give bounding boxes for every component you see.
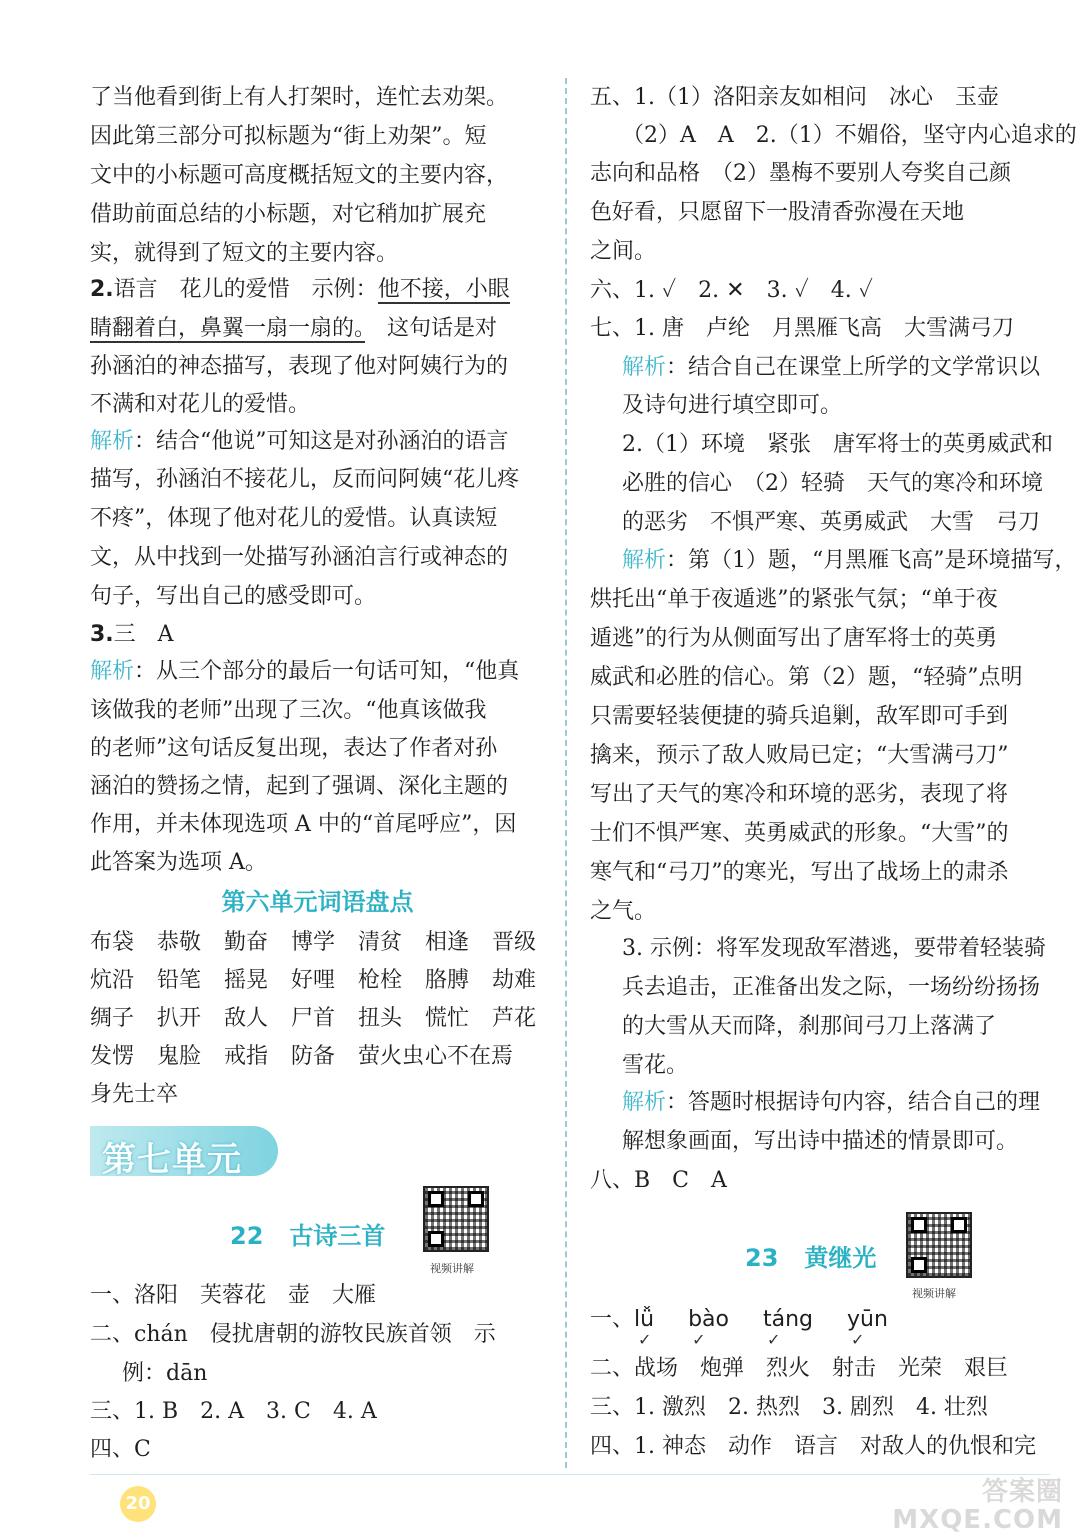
- question-3: 3.三 A: [90, 622, 174, 647]
- text-line: 不满和对花儿的爱惜。: [90, 392, 311, 417]
- text-line: 句子，写出自己的感受即可。: [90, 584, 377, 609]
- answer-4: 四、C: [90, 1437, 151, 1462]
- pinyin-list: [634, 1307, 922, 1332]
- analysis-label: 解析: [622, 355, 667, 380]
- text-line: 作用，并未体现选项 A 中的“首尾呼应”，因: [90, 812, 517, 837]
- footer-rule: [90, 1474, 1050, 1475]
- question-2: 2.语言 花儿的爱惜 示例：他不接，小眼: [90, 277, 510, 302]
- vocab-word: 芦花: [492, 1006, 537, 1031]
- vocab-word: 身先士卒: [90, 1082, 179, 1107]
- pinyin-item: lǚ ✓: [634, 1305, 654, 1335]
- vocab-word: 相逢: [425, 930, 470, 955]
- vocab-word: 铅笔: [157, 968, 202, 993]
- analysis-2: 解析：结合“他说”可知这是对孙涵泊的语言: [90, 429, 509, 454]
- text-line: 之间。: [590, 239, 657, 264]
- vocab-word: 好哩: [291, 968, 336, 993]
- text-line: 实，就得到了短文的主要内容。: [90, 241, 399, 266]
- answer-r3: 三、1. 激烈 2. 热烈 3. 剧烈 4. 壮烈: [590, 1395, 988, 1420]
- vocab-word: 勤奋: [224, 930, 269, 955]
- text-line: 此答案为选项 A。: [90, 850, 267, 875]
- vocab-word: 敌人: [224, 1006, 269, 1031]
- vocab-word: 鬼脸: [157, 1044, 202, 1069]
- text-line: 2.（1）环境 紧张 唐军将士的英勇威武和: [622, 432, 1053, 457]
- analysis-7-1: 解析：结合自己在课堂上所学的文学常识以: [622, 355, 1041, 380]
- vocab-word: 摇晃: [224, 968, 269, 993]
- text-line: 寒气和“弓刀”的寒光，写出了战场上的肃杀: [590, 860, 1009, 885]
- text-line: 烘托出“单于夜遁逃”的紧张气氛；“单于夜: [590, 587, 998, 612]
- pinyin-item: táng ✓: [763, 1305, 813, 1335]
- vocab-word: 劫难: [492, 968, 537, 993]
- watermark: 答案圈 MXQE.COM: [892, 1477, 1063, 1535]
- vocab-word: 炕沿: [90, 968, 135, 993]
- pinyin-item: yūn ✓: [847, 1305, 888, 1335]
- vocab-row: [90, 1004, 559, 1034]
- vocab-word: 清贫: [358, 930, 403, 955]
- text-line: 只需要轻装便捷的骑兵追剿，敌军即可手到: [590, 704, 1009, 729]
- answer-5-cont: （2）A A 2.（1）不媚俗，坚守内心追求的: [622, 123, 1077, 148]
- vocab-word: 枪栓: [358, 968, 403, 993]
- text-line: 描写，孙涵泊不接花儿，反而问阿姨“花儿疼: [90, 467, 520, 492]
- text-line: 写出了天气的寒冷和环境的恶劣，表现了将: [590, 782, 1009, 807]
- text-line: 涵泊的赞扬之情，起到了强调、深化主题的: [90, 774, 509, 799]
- analysis-3: 解析：从三个部分的最后一句话可知，“他真: [90, 659, 520, 684]
- unit-badge: 第七单元: [90, 1126, 278, 1176]
- text-line: 文，从中找到一处描写孙涵泊言行或神态的: [90, 545, 509, 570]
- vocab-word: 扭头: [358, 1006, 403, 1031]
- underlined-quote: 他不接，小眼: [377, 277, 510, 302]
- text-line: 必胜的信心 （2）轻骑 天气的寒冷和环境: [622, 471, 1043, 496]
- text-line: 雪花。: [622, 1053, 689, 1078]
- text-line: 的老师”这句话反复出现，表达了作者对孙: [90, 736, 498, 761]
- vocab-word: 晋级: [492, 930, 537, 955]
- vocab-row: [90, 1080, 178, 1110]
- text-line: 因此第三部分可拟标题为“街上劝架”。短: [90, 124, 487, 149]
- column-divider: [565, 78, 567, 1468]
- qr-caption: 视频讲解: [430, 1262, 474, 1275]
- underlined-quote: 睛翻着白，鼻翼一扇一扇的。: [90, 316, 366, 341]
- text-line: 遁逃”的行为从侧面写出了唐军将士的英勇: [590, 626, 998, 651]
- pinyin-answers: 一、lǚ ✓ bào ✓ táng ✓ yūn ✓: [590, 1305, 922, 1335]
- page-number: 20: [120, 1486, 156, 1522]
- vocab-word: 萤火虫: [358, 1044, 425, 1069]
- vocab-word: 博学: [291, 930, 336, 955]
- answer-r2: 二、战场 炮弹 烈火 射击 光荣 艰巨: [590, 1356, 1009, 1381]
- text-line: 了当他看到街上有人打架时，连忙去劝架。: [90, 85, 509, 110]
- answer-2-cont: 例：dān: [122, 1361, 208, 1386]
- analysis-7-3-cont: 解想象画面，写出诗中描述的情景即可。: [622, 1129, 1019, 1154]
- analysis-label: 解析: [90, 659, 135, 684]
- answer-8: 八、B C A: [590, 1168, 727, 1193]
- vocab-word: 扒开: [157, 1006, 202, 1031]
- text-line: 的恶劣 不惧严寒、英勇威武 大雪 弓刀: [622, 510, 1041, 535]
- vocab-section-title: 第六单元词语盘点: [221, 888, 414, 916]
- vocab-word: 戒指: [224, 1044, 269, 1069]
- analysis-label: 解析: [90, 429, 135, 454]
- text-line: 3. 示例：将军发现敌军潜逃，要带着轻装骑: [622, 936, 1046, 961]
- answer-7: 七、1. 唐 卢纶 月黑雁飞高 大雪满弓刀: [590, 316, 1014, 341]
- text-line: 兵去追击，正准备出发之际，一场纷纷扬扬: [622, 975, 1041, 1000]
- qr-code-icon[interactable]: [423, 1186, 489, 1252]
- text-line: 之气。: [590, 899, 657, 924]
- vocab-word: 绸子: [90, 1006, 135, 1031]
- text-line: 文中的小标题可高度概括短文的主要内容，: [90, 163, 509, 188]
- vocab-word: 胳膊: [425, 968, 470, 993]
- analysis-7-3: 解析：答题时根据诗句内容，结合自己的理: [622, 1090, 1041, 1115]
- analysis-7-1-cont: 及诗句进行填空即可。: [622, 393, 843, 418]
- text-line: 擒来，预示了敌人败局已定；“大雪满弓刀”: [590, 743, 1009, 768]
- text-line: 士们不惧严寒、英勇威武的形象。“大雪”的: [590, 821, 1009, 846]
- pinyin-item: bào ✓: [688, 1305, 729, 1335]
- vocab-word: 尸首: [291, 1006, 336, 1031]
- vocab-word: 防备: [291, 1044, 336, 1069]
- answer-5: 五、1.（1）洛阳亲友如相问 冰心 玉壶: [590, 85, 999, 110]
- vocab-row: [90, 966, 559, 996]
- text-line: 威武和必胜的信心。第（2）题，“轻骑”点明: [590, 665, 1023, 690]
- vocab-row: [90, 1042, 513, 1072]
- vocab-word: 布袋: [90, 930, 135, 955]
- text-line: 该做我的老师”出现了三次。“他真该做我: [90, 698, 487, 723]
- qr-code-icon[interactable]: [906, 1212, 972, 1278]
- vocab-word: 心不在焉: [425, 1044, 514, 1069]
- text-line: 孙涵泊的神态描写，表现了他对阿姨行为的: [90, 354, 509, 379]
- qr-caption: 视频讲解: [912, 1287, 956, 1300]
- text-line: 色好看，只愿留下一股清香弥漫在天地: [590, 200, 965, 225]
- text-line: 借助前面总结的小标题，对它稍加扩展充: [90, 202, 487, 227]
- answer-1: 一、洛阳 芙蓉花 壶 大雁: [90, 1283, 377, 1308]
- answer-3: 三、1. B 2. A 3. C 4. A: [90, 1399, 377, 1424]
- lesson-23-title: 23 黄继光: [745, 1244, 877, 1272]
- answer-6: 六、1. ✓ 2. ✕ 3. ✓ 4. ✓: [590, 278, 873, 303]
- text-line: 志向和品格 （2）墨梅不要别人夸奖自己颜: [590, 161, 1011, 186]
- answer-r4: 四、1. 神态 动作 语言 对敌人的仇恨和完: [590, 1434, 1036, 1459]
- analysis-label: 解析: [622, 548, 667, 573]
- vocab-word: 恭敬: [157, 930, 202, 955]
- vocab-row: [90, 928, 559, 958]
- analysis-7-2: 解析：第（1）题，“月黑雁飞高”是环境描写，: [622, 548, 1077, 573]
- vocab-word: 发愣: [90, 1044, 135, 1069]
- answer-2: 二、chán 侵扰唐朝的游牧民族首领 示: [90, 1322, 496, 1347]
- lesson-22-title: 22 古诗三首: [230, 1222, 386, 1250]
- analysis-label: 解析: [622, 1090, 667, 1115]
- question-2-line2: 睛翻着白，鼻翼一扇一扇的。 这句话是对: [90, 316, 498, 341]
- vocab-word: 慌忙: [425, 1006, 470, 1031]
- text-line: 的大雪从天而降，刹那间弓刀上落满了: [622, 1014, 997, 1039]
- text-line: 不疼”，体现了他对花儿的爱惜。认真读短: [90, 506, 498, 531]
